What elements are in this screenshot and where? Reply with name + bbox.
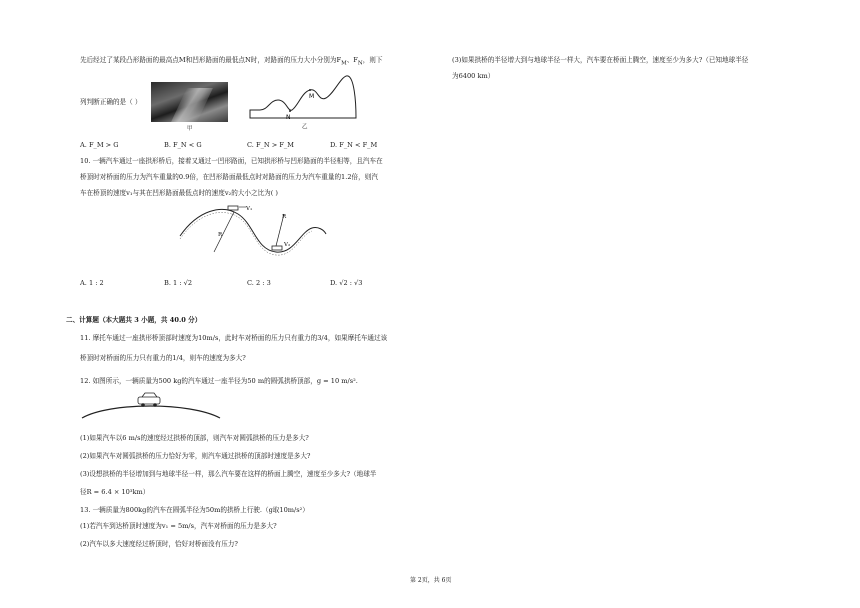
car-on-bridge-diagram: [80, 390, 222, 420]
section-heading: 二、计算题（本大题共 3 小题，共 40.0 分）: [66, 316, 202, 324]
bridge-dip-diagram: [178, 202, 328, 264]
diagram-caption: 乙: [302, 124, 308, 130]
right-col-line1: (3)如果拱桥的半径增大到与地球半径一样大，汽车要在桥面上腾空，速度至少为多大?（已知地球半径: [452, 56, 749, 64]
q13-sub1: (1)若汽车到达桥顶时速度为v₁ = 5m/s，汽车对桥面的压力是多大?: [80, 522, 277, 530]
q9-line2: 列判断正确的是（ ）: [80, 98, 142, 106]
right-col-line2: 为6400 km）: [452, 72, 495, 80]
q12-sub2: (2)如果汽车对圆弧拱桥的压力恰好为零，则汽车通过拱桥的顶部时速度是多大?: [80, 452, 311, 460]
q10-line3: 车在桥顶的速度v₁与其在凹形路面最低点时的速度v₂的大小之比为( ): [80, 189, 279, 197]
q12-sub3a: (3)设想拱桥的半径增加到与地球半径一样，那么汽车要在这样的桥面上腾空，速度至少多大?（地球半: [80, 470, 377, 478]
q9-option-d: D. F_N < F_M: [330, 141, 378, 149]
q12-line1: 12. 如图所示，一辆质量为500 kg的汽车通过一座半径为50 m的圆弧拱桥顶部，g = 10 m/s².: [80, 377, 358, 385]
page-footer: 第 2页，共 6页: [410, 577, 452, 584]
q10-option-d: D. √2 : √3: [330, 279, 363, 287]
q10-line1: 10. 一辆汽车通过一座拱形桥后，接着又通过一凹形路面，已知拱形桥与凹形路面的半径相等，且汽车在: [80, 157, 383, 165]
q9-line1: 先后经过了某段凸形路面的最高点M和凹形路面的最低点N时，对路面的压力大小分别为$F_M$、$F_N$，则下: [80, 56, 383, 67]
q13-line1: 13. 一辆质量为800kg的汽车在圆弧半径为50m的拱桥上行驶.（g取10m/s²）: [80, 506, 309, 514]
q11-line2: 桥顶时对桥面的压力只有重力的1/4，则车的速度为多大?: [80, 354, 246, 362]
q12-sub1: (1)如果汽车以6 m/s的速度经过拱桥的顶部，则汽车对圆弧拱桥的压力是多大?: [80, 434, 309, 442]
road-photo: [151, 82, 228, 122]
label-N: N: [286, 114, 291, 121]
label-v2: V₂: [284, 242, 291, 248]
q11-line1: 11. 摩托车通过一座拱形桥顶部时速度为10m/s，此时车对桥面的压力只有重力的3/4，如果摩托车通过该: [80, 334, 388, 342]
label-R1: R: [218, 232, 223, 238]
road-profile-diagram: [248, 70, 360, 126]
q10-option-b: B. 1 : √2: [164, 279, 193, 287]
photo-caption: 甲: [187, 126, 193, 132]
q10-option-c: C. 2 : 3: [247, 279, 271, 287]
q10-option-a: A. 1 : 2: [80, 279, 104, 287]
label-R2: R: [282, 214, 287, 220]
q9-option-a: A. F_M > G: [80, 141, 119, 149]
q10-line2: 桥顶时对桥面的压力为汽车重量的0.9倍，在凹形路面最低点时对路面的压力为汽车重量的1.2倍，则汽: [80, 173, 378, 181]
q9-option-c: C. F_N > F_M: [247, 141, 294, 149]
q9-option-b: B. F_N < G: [164, 141, 202, 149]
label-v1: V₁: [246, 206, 253, 212]
q12-sub3b: 径R = 6.4 × 10³km）: [80, 488, 150, 496]
q13-sub2: (2)汽车以多大速度经过桥顶时，恰好对桥面没有压力?: [80, 540, 238, 548]
label-M: M: [309, 93, 315, 100]
